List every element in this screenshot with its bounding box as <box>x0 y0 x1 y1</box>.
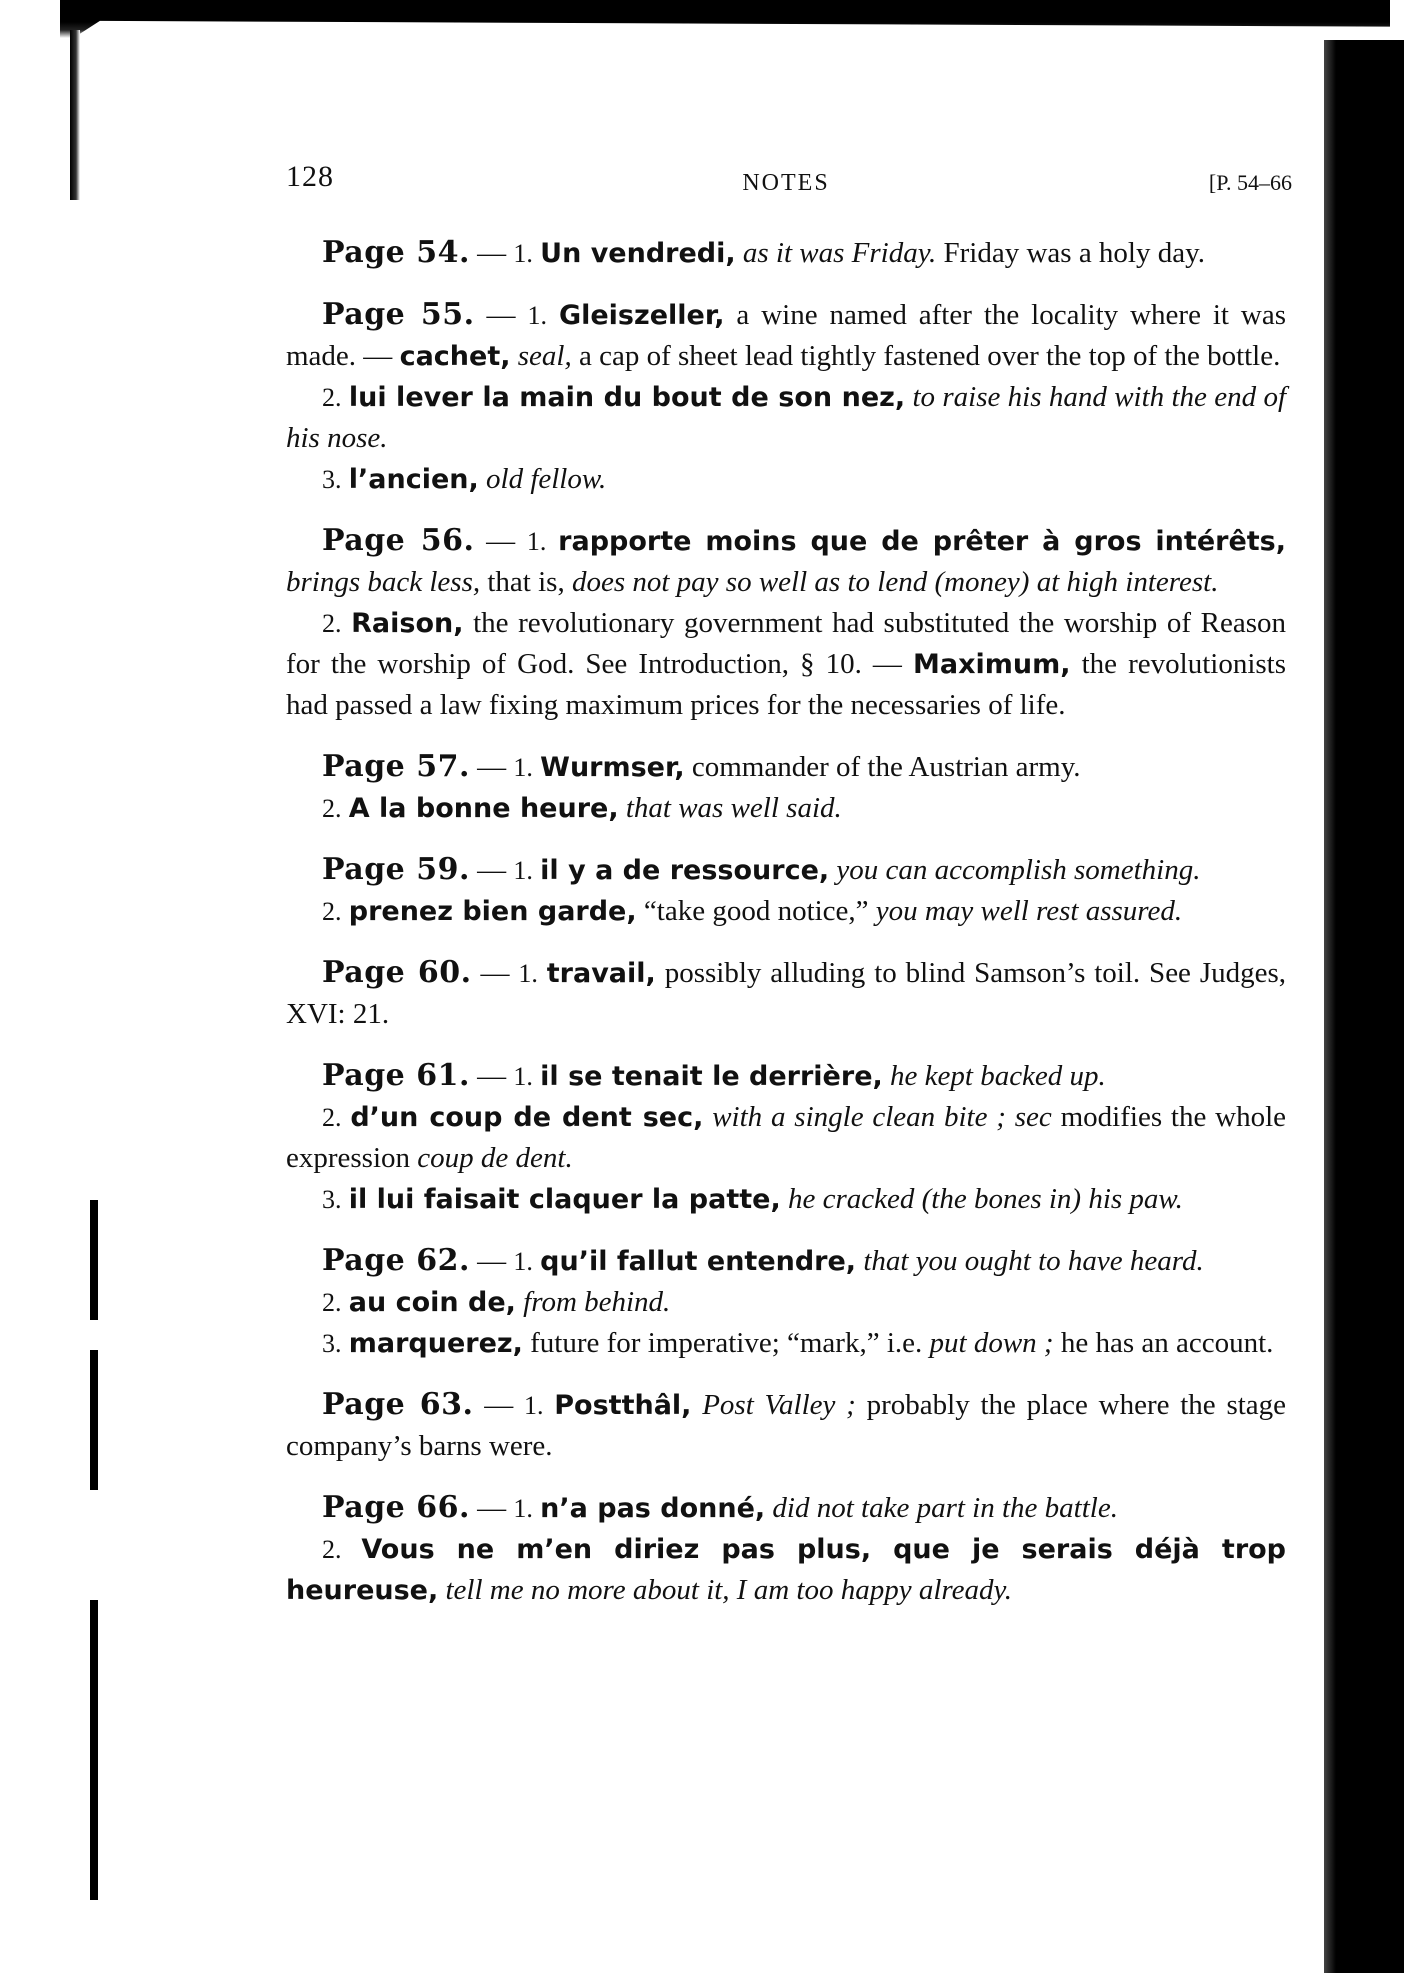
group-spacer <box>286 1364 1286 1384</box>
running-header <box>286 160 1292 210</box>
translation: from behind. <box>523 1286 671 1318</box>
translation: he kept backed up. <box>890 1060 1106 1092</box>
note-entry: Page 54. — 1. Un vendredi, as it was Friday. Friday was a holy day. <box>322 235 1205 270</box>
french-phrase: travail, <box>546 958 656 989</box>
translation: does not pay so well as to lend (money) at high interest. <box>571 566 1219 598</box>
page-reference: Page 60. <box>322 955 472 990</box>
note-number: 2. <box>322 794 342 823</box>
translation: tell me no more about it, I am too happy already. <box>445 1574 1012 1606</box>
french-phrase: Un vendredi, <box>540 238 736 269</box>
note-entry: Page 61. — 1. il se tenait le derrière, he kept backed up. <box>322 1058 1106 1093</box>
group-spacer <box>286 932 1286 952</box>
note-number: 3. <box>322 465 342 494</box>
french-phrase: marquerez, <box>348 1328 523 1359</box>
note-text: a wine named after the locality where it was made. — <box>286 299 1287 372</box>
note-entry: Page 55. — 1. Gleiszeller, a wine named after the locality where it was made. — cachet, seal, a cap of sheet lead tightly fastened over the top of the bottle. <box>286 297 1287 372</box>
note-entry <box>286 1323 1286 1364</box>
group-spacer <box>286 1220 1286 1240</box>
note-entry <box>286 603 1286 726</box>
french-phrase: lui lever la main du bout de son nez, <box>348 382 906 413</box>
translation: coup de dent. <box>417 1142 573 1174</box>
translation: as it was Friday. <box>742 237 937 269</box>
note-number: 2. <box>322 1535 342 1564</box>
note-text: the revolutionary government had substituted the worship of Reason for the worship of God. See Introduction, § 10. — <box>286 607 1287 680</box>
translation: you may well rest assured. <box>875 895 1183 927</box>
french-phrase: prenez bien garde, <box>348 896 637 927</box>
note-entry: Page 57. — 1. Wurmser, commander of the Austrian army. <box>322 749 1081 784</box>
french-phrase: qu’il fallut entendre, <box>540 1246 857 1277</box>
group-spacer <box>286 500 1286 520</box>
note-entry <box>286 459 1286 500</box>
translation: you can accomplish something. <box>836 854 1201 886</box>
french-phrase: cachet, <box>399 341 511 372</box>
note-number: 1. <box>513 239 533 268</box>
scan-gutter-mark <box>90 1600 98 1900</box>
french-phrase: n’a pas donné, <box>540 1493 766 1524</box>
scan-edge-right <box>1324 40 1404 1973</box>
note-entry: Page 63. — 1. Postthâl, Post Valley ; probably the place where the stage company’s barns were. <box>286 1387 1287 1462</box>
translation: brings back less, <box>286 566 481 598</box>
french-phrase: d’un coup de dent sec, <box>350 1102 704 1133</box>
note-entry <box>286 1529 1286 1611</box>
french-phrase: il se tenait le derrière, <box>540 1061 883 1092</box>
page-number: 128 <box>286 160 334 193</box>
note-number: 2. <box>322 1103 342 1132</box>
note-text: that is, <box>487 566 565 598</box>
translation: that was well said. <box>625 792 842 824</box>
french-phrase: Vous ne m’en diriez pas plus, que je serais déjà trop heureuse, <box>286 1534 1287 1606</box>
french-phrase: l’ancien, <box>348 464 479 495</box>
note-number: 1. <box>523 1391 544 1420</box>
notes-list <box>286 232 1286 1611</box>
translation: that you ought to have heard. <box>863 1245 1204 1277</box>
note-text: commander of the Austrian army. <box>691 751 1081 783</box>
group-spacer <box>286 274 1286 294</box>
page-reference: Page 66. <box>322 1490 470 1525</box>
note-text: the revolutionists had passed a law fixing maximum prices for the necessaries of life. <box>286 648 1286 721</box>
note-number: 1. <box>526 527 547 556</box>
note-number: 1. <box>518 959 538 988</box>
note-entry: Page 59. — 1. il y a de ressource, you can accomplish something. <box>322 852 1201 887</box>
french-phrase: au coin de, <box>348 1287 516 1318</box>
book-page <box>286 160 1292 1611</box>
page-reference: Page 56. <box>322 523 475 558</box>
note-number: 2. <box>322 383 342 412</box>
note-number: 1. <box>527 301 547 330</box>
note-entry: Page 60. — 1. travail, possibly alluding to blind Samson’s toil. See Judges, XVI: 21. <box>286 955 1287 1030</box>
note-number: 2. <box>322 609 342 638</box>
scan-edge-left <box>70 30 80 200</box>
french-phrase: Gleiszeller, <box>558 300 725 331</box>
note-text: probably the place where the stage company’s barns were. <box>286 1389 1287 1462</box>
note-text: a cap of sheet lead tightly fastened over the top of the bottle. <box>578 340 1281 372</box>
french-phrase: Postthâl, <box>554 1390 692 1421</box>
note-number: 1. <box>513 856 533 885</box>
running-title: NOTES <box>742 170 830 196</box>
note-text: Friday was a holy day. <box>943 237 1205 269</box>
page-range: [P. 54–66 <box>1208 170 1292 195</box>
note-number: 1. <box>513 1247 533 1276</box>
note-entry <box>286 891 1286 932</box>
french-phrase: Raison, <box>351 608 464 639</box>
scan-gutter-mark <box>90 1200 98 1320</box>
group-spacer <box>286 726 1286 746</box>
scan-gutter-mark <box>90 1350 98 1490</box>
note-text: modifies the whole expression <box>286 1101 1287 1174</box>
note-entry <box>286 377 1286 459</box>
scan-edge-top <box>60 0 1390 38</box>
note-entry: Page 62. — 1. qu’il fallut entendre, that you ought to have heard. <box>322 1243 1204 1278</box>
note-entry <box>286 1097 1286 1179</box>
page-reference: Page 54. <box>322 235 470 270</box>
note-entry <box>286 1282 1286 1323</box>
note-number: 1. <box>513 1494 533 1523</box>
note-entry: Page 66. — 1. n’a pas donné, did not take part in the battle. <box>322 1490 1118 1525</box>
group-spacer <box>286 1467 1286 1487</box>
note-text: he has an account. <box>1060 1327 1274 1359</box>
translation: with a single clean bite ; sec <box>712 1101 1052 1133</box>
translation: Post Valley ; <box>702 1389 856 1421</box>
translation: old fellow. <box>486 463 607 495</box>
page-reference: Page 59. <box>322 852 470 887</box>
translation: to raise his hand with the end of his nose. <box>286 381 1287 454</box>
note-text: future for imperative; “mark,” i.e. <box>530 1327 923 1359</box>
group-spacer <box>286 1035 1286 1055</box>
page-reference: Page 57. <box>322 749 470 784</box>
translation: he cracked (the bones in) his paw. <box>787 1183 1183 1215</box>
page-reference: Page 55. <box>322 297 475 332</box>
french-phrase: Wurmser, <box>540 752 685 783</box>
french-phrase: rapporte moins que de prêter à gros intérêts, <box>558 526 1286 557</box>
note-text: “take good notice,” <box>643 895 869 927</box>
french-phrase: Maximum, <box>913 649 1071 680</box>
french-phrase: il y a de ressource, <box>540 855 830 886</box>
note-entry <box>286 1179 1286 1220</box>
note-number: 2. <box>322 897 342 926</box>
translation: put down ; <box>929 1327 1054 1359</box>
note-number: 1. <box>513 753 533 782</box>
note-number: 3. <box>322 1185 342 1214</box>
translation: did not take part in the battle. <box>772 1492 1118 1524</box>
page-reference: Page 62. <box>322 1243 470 1278</box>
note-number: 2. <box>322 1288 342 1317</box>
note-text: possibly alluding to blind Samson’s toil. See Judges, XVI: 21. <box>286 957 1287 1030</box>
note-number: 3. <box>322 1329 342 1358</box>
french-phrase: il lui faisait claquer la patte, <box>348 1184 781 1215</box>
translation: seal, <box>517 340 572 372</box>
page-reference: Page 63. <box>322 1387 474 1422</box>
page-reference: Page 61. <box>322 1058 470 1093</box>
note-entry <box>286 788 1286 829</box>
note-number: 1. <box>513 1062 533 1091</box>
french-phrase: A la bonne heure, <box>348 793 619 824</box>
note-entry: Page 56. — 1. rapporte moins que de prêter à gros intérêts, brings back less, that is, does not pay so well as to lend (money) at high interest. <box>286 523 1286 598</box>
group-spacer <box>286 829 1286 849</box>
